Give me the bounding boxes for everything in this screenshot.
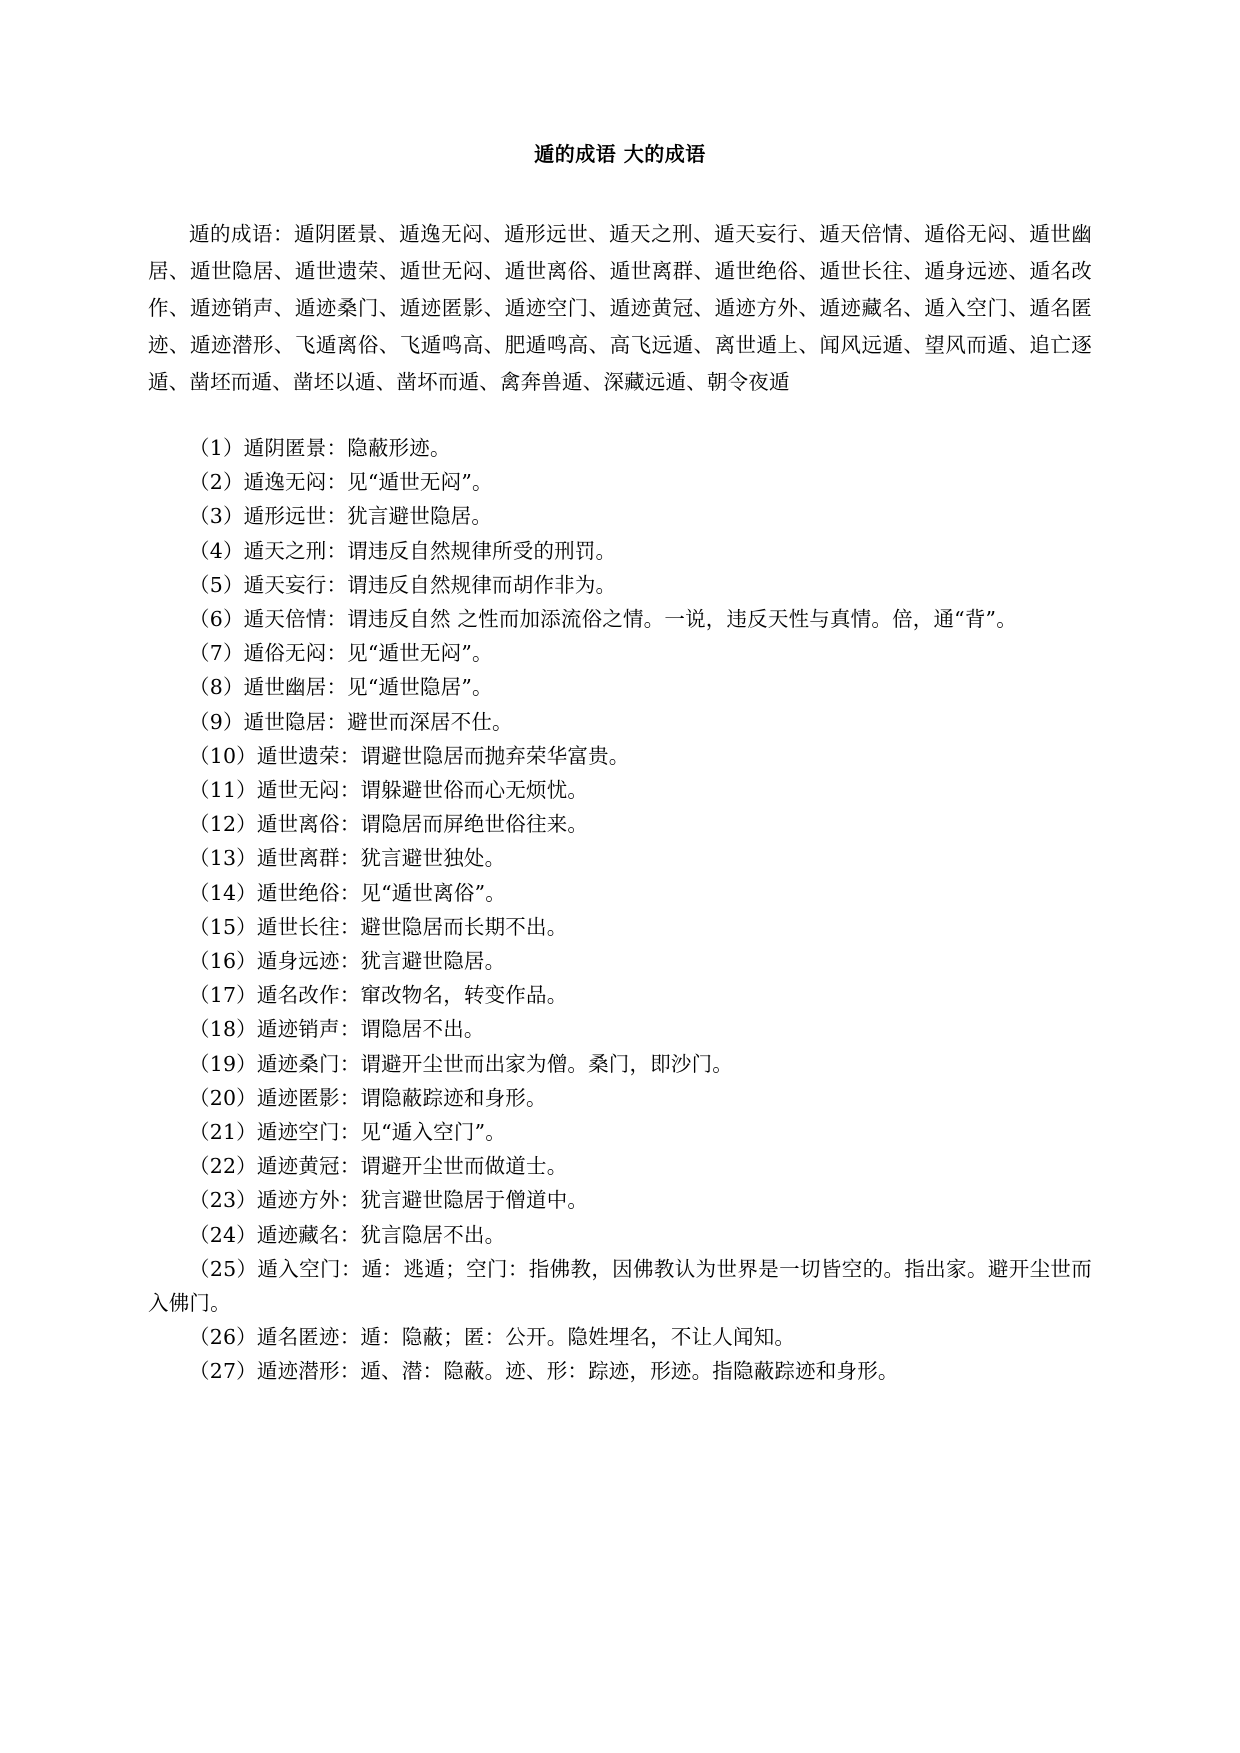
definition-index: （24）	[189, 1222, 257, 1247]
definition-item	[148, 1320, 1092, 1354]
definition-text: 遁形远世：犹言避世隐居。	[243, 504, 493, 529]
definition-text: 遁天倍情：谓违反自然 之性而加添流俗之情。一说，违反天性与真情。倍，通“背”。	[243, 607, 1017, 632]
definition-item	[148, 978, 1092, 1012]
definition-index: （15）	[189, 914, 257, 939]
definition-index: （23）	[189, 1188, 257, 1213]
definition-index: （11）	[189, 778, 257, 803]
definition-item	[148, 636, 1092, 670]
definition-item	[148, 670, 1092, 704]
definition-text: 遁世离俗：谓隐居而屏绝世俗往来。	[256, 812, 589, 837]
definition-item	[148, 1012, 1092, 1046]
definition-text: 遁身远迹：犹言避世隐居。	[256, 949, 506, 974]
definition-item	[148, 773, 1092, 807]
definition-item	[148, 876, 1092, 910]
definition-index: （25）	[189, 1256, 258, 1281]
definition-index: （17）	[189, 983, 257, 1008]
definition-item	[148, 705, 1092, 739]
definition-item	[148, 1081, 1092, 1115]
definition-item	[148, 1149, 1092, 1183]
definition-text: 遁世无闷：谓躲避世俗而心无烦忧。	[256, 778, 589, 803]
definition-index: （14）	[189, 880, 257, 905]
definition-item	[148, 499, 1092, 533]
definition-item	[148, 1354, 1092, 1388]
definition-item	[148, 602, 1092, 636]
definition-item	[148, 534, 1092, 568]
definition-item	[148, 1252, 1092, 1320]
definition-text: 遁逸无闷：见“遁世无闷”。	[243, 470, 493, 495]
definition-text: 遁世长往：避世隐居而长期不出。	[256, 914, 568, 939]
definition-index: （3）	[189, 504, 244, 529]
definition-index: （4）	[189, 538, 244, 563]
definition-text: 遁天妄行：谓违反自然规律而胡作非为。	[243, 572, 617, 597]
definition-text: 遁迹潜形：遁、潜：隐蔽。迹、形：踪迹，形迹。指隐蔽踪迹和身形。	[256, 1359, 899, 1384]
definition-item	[148, 910, 1092, 944]
definition-text: 遁世绝俗：见“遁世离俗”。	[256, 880, 506, 905]
definition-index: （12）	[189, 812, 257, 837]
page-title: 遁的成语 大的成语	[534, 142, 706, 166]
definition-index: （26）	[189, 1325, 257, 1350]
definition-text: 遁迹匿影：谓隐蔽踪迹和身形。	[256, 1085, 547, 1110]
definition-text: 遁迹黄冠：谓避开尘世而做道士。	[256, 1154, 568, 1179]
definition-text: 遁俗无闷：见“遁世无闷”。	[243, 641, 493, 666]
definition-index: （10）	[189, 743, 257, 768]
definition-text: 遁名匿迹：遁：隐蔽；匿：公开。隐姓埋名，不让人闻知。	[256, 1325, 796, 1350]
definition-text: 遁天之刑：谓违反自然规律所受的刑罚。	[243, 538, 617, 563]
definition-item	[148, 1047, 1092, 1081]
definition-item	[148, 465, 1092, 499]
definition-text: 遁阴匿景：隐蔽形迹。	[243, 436, 451, 460]
definition-index: （5）	[189, 572, 244, 597]
definition-item	[148, 944, 1092, 978]
definition-item	[148, 431, 1092, 465]
definition-text: 遁迹空门：见“遁入空门”。	[256, 1120, 506, 1145]
definition-item	[148, 1183, 1092, 1217]
definition-index: （21）	[189, 1120, 257, 1145]
definition-index: （20）	[189, 1085, 257, 1110]
definition-text: 遁名改作：窜改物名，转变作品。	[256, 983, 568, 1008]
definition-index: （16）	[189, 949, 257, 974]
definition-index: （1）	[189, 436, 244, 460]
definition-text: 遁迹销声：谓隐居不出。	[256, 1017, 485, 1042]
definition-index: （27）	[189, 1359, 257, 1384]
definition-text: 遁世遗荣：谓避世隐居而抛弃荣华富贵。	[256, 743, 630, 768]
definition-list	[148, 431, 1092, 1389]
definition-item	[148, 807, 1092, 841]
definition-index: （13）	[189, 846, 257, 871]
definition-index: （7）	[189, 641, 244, 666]
definition-text: 遁世隐居：避世而深居不仕。	[243, 709, 513, 734]
definition-text: 遁入空门：遁：逃遁；空门：指佛教，因佛教认为世界是一切皆空的。指出家。避开尘世而入佛门。	[148, 1256, 1093, 1316]
definition-item	[148, 1218, 1092, 1252]
definition-item	[148, 1115, 1092, 1149]
definition-index: （6）	[189, 607, 244, 632]
definition-text: 遁迹桑门：谓避开尘世而出家为僧。桑门，即沙门。	[256, 1051, 733, 1076]
definition-text: 遁迹藏名：犹言隐居不出。	[256, 1222, 506, 1247]
definition-text: 遁迹方外：犹言避世隐居于僧道中。	[256, 1188, 589, 1213]
definition-item	[148, 841, 1092, 875]
definition-item	[148, 568, 1092, 602]
definition-index: （22）	[189, 1154, 257, 1179]
definition-index: （2）	[189, 470, 244, 495]
definition-index: （9）	[189, 709, 244, 734]
definition-index: （19）	[189, 1051, 257, 1076]
definition-index: （8）	[189, 675, 244, 700]
definition-item	[148, 739, 1092, 773]
page-content	[148, 0, 1092, 1389]
intro-paragraph: 遁的成语：遁阴匿景、遁逸无闷、遁形远世、遁天之刑、遁天妄行、遁天倍情、遁俗无闷、遁世幽居、遁世隐居、遁世遗荣、遁世无闷、遁世离俗、遁世离群、遁世绝俗、遁世长往、遁身远迹、遁名改作、遁迹销声、遁迹桑门、遁迹匿影、遁迹空门、遁迹黄冠、遁迹方外、遁迹藏名、遁入空门、遁名匿迹、遁迹潜形、飞遁离俗、飞遁鸣高、肥遁鸣高、高飞远遁、离世遁上、闻风远遁、望风而遁、追亡逐遁、凿坯而遁、凿坯以遁、凿坏而遁、禽奔兽遁、深藏远遁、朝令夜遁	[148, 222, 1092, 394]
definition-index: （18）	[189, 1017, 257, 1042]
definition-text: 遁世幽居：见“遁世隐居”。	[243, 675, 493, 700]
definition-text: 遁世离群：犹言避世独处。	[256, 846, 506, 871]
